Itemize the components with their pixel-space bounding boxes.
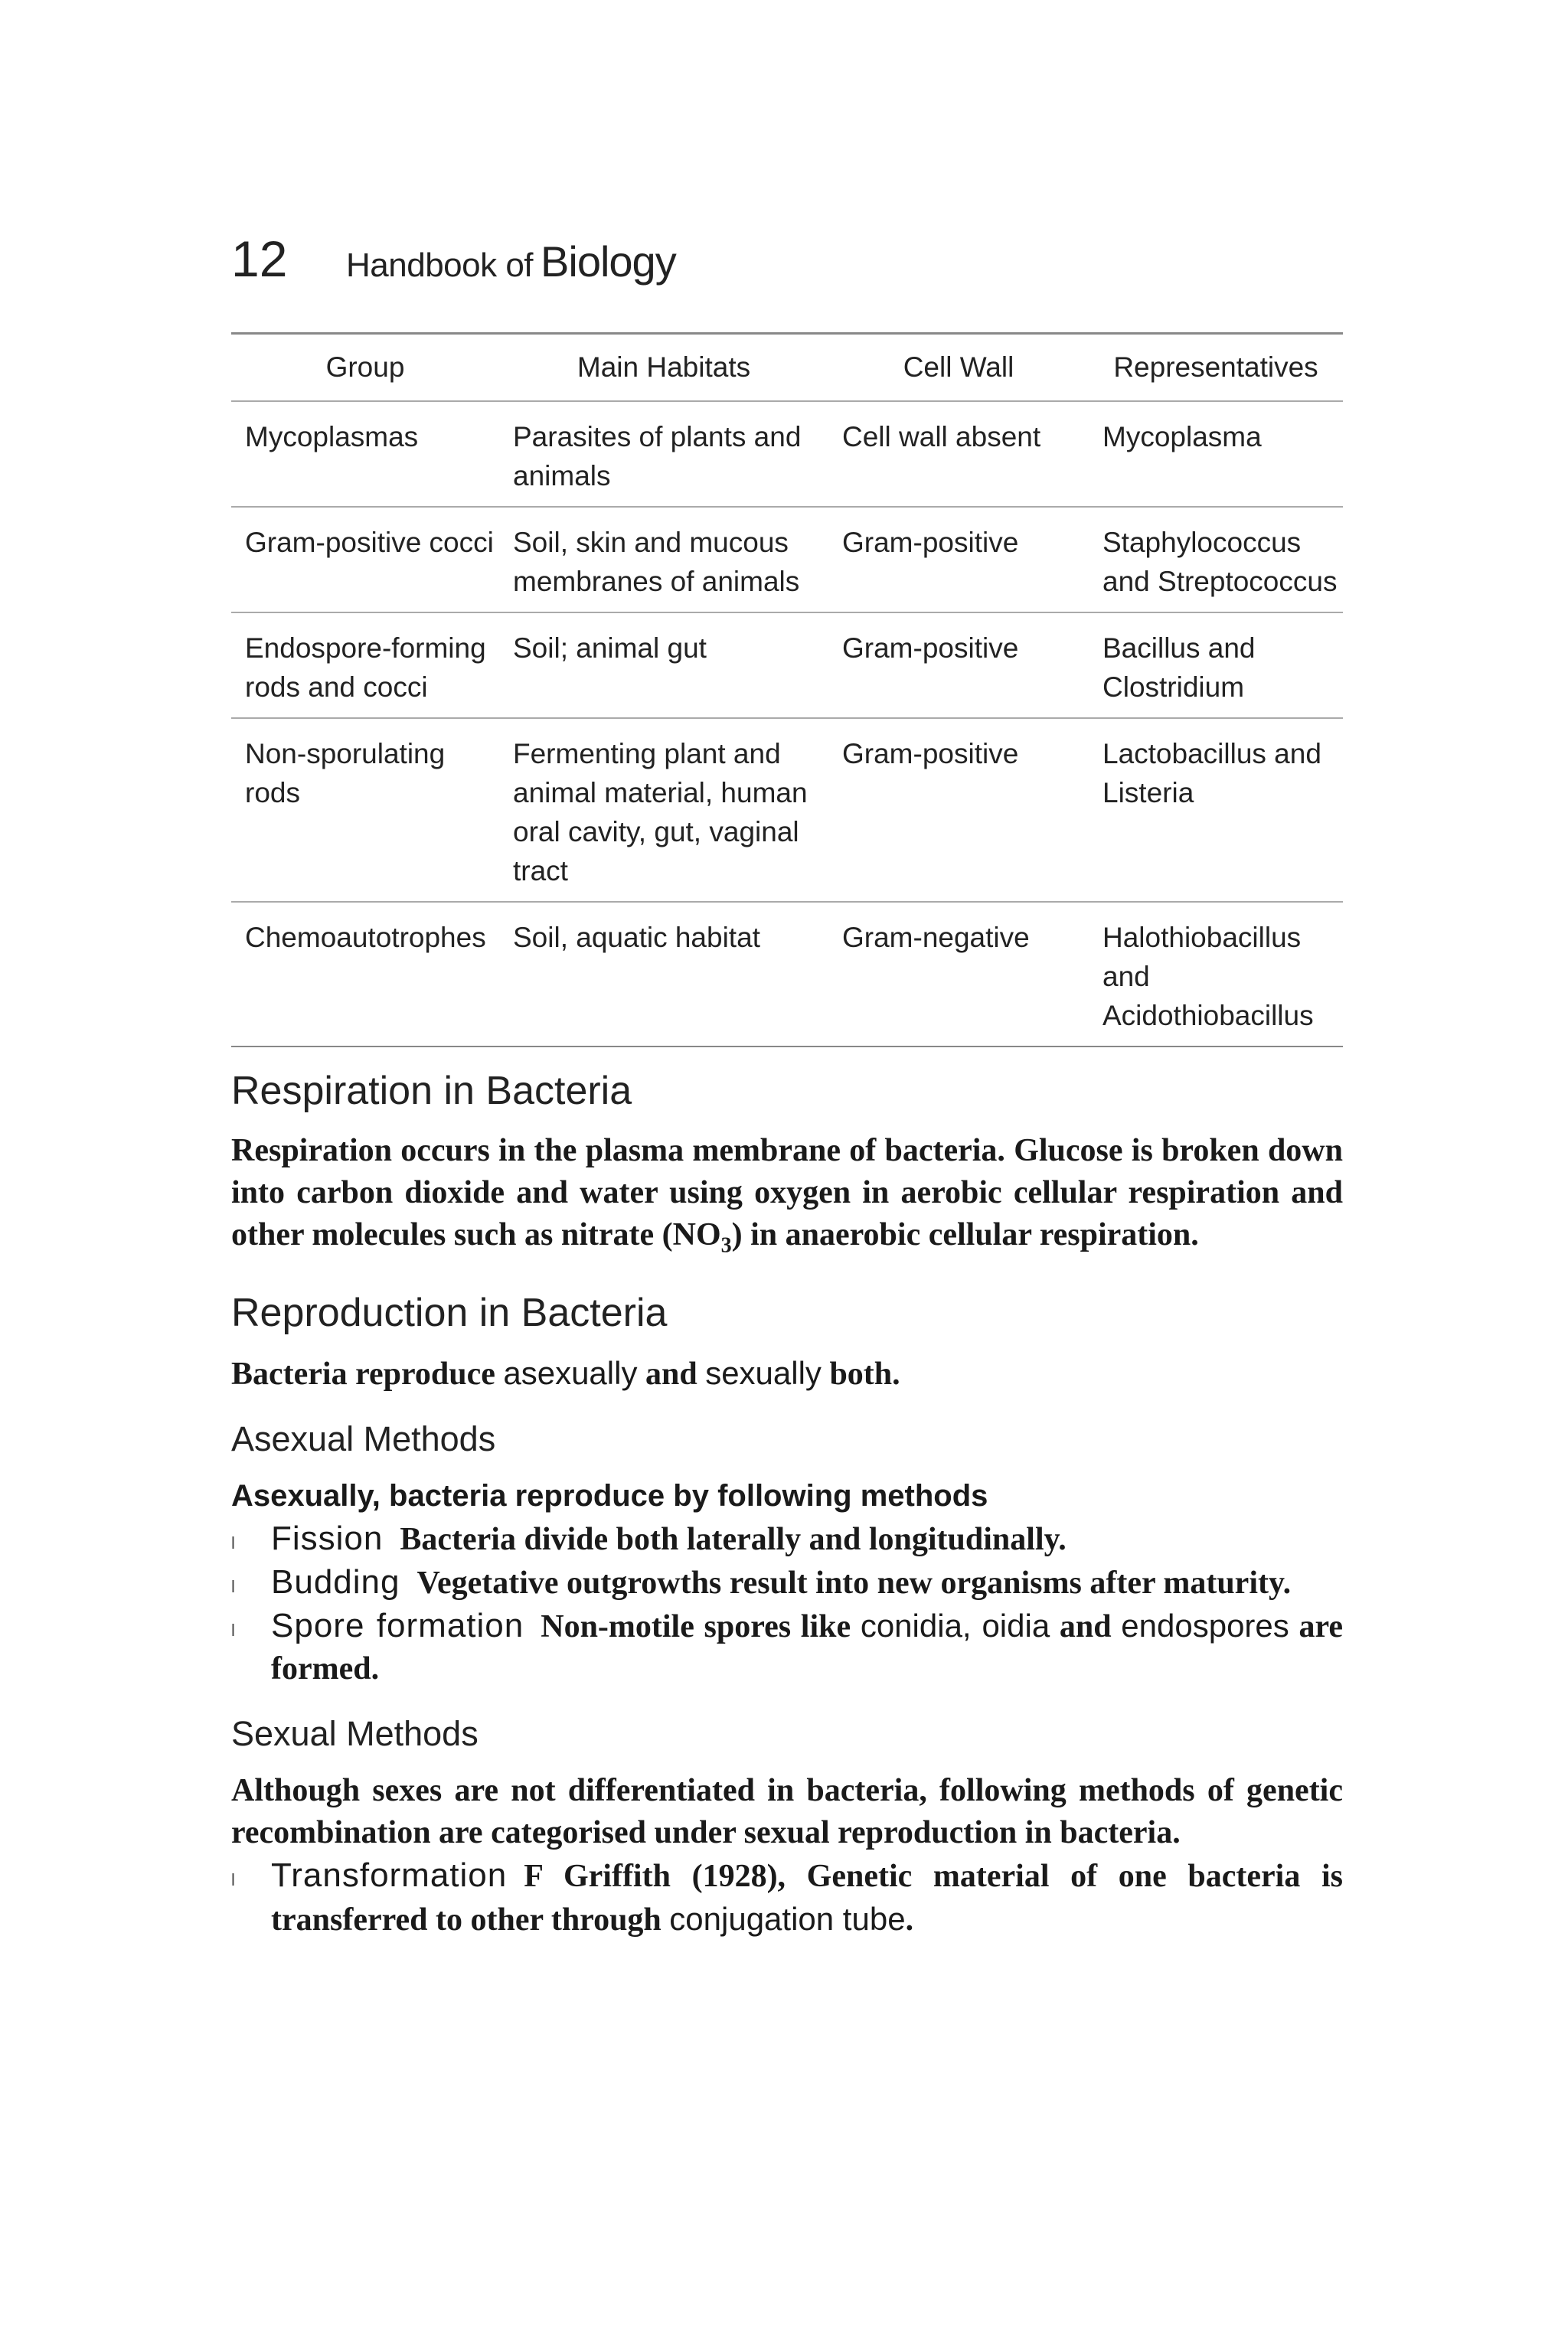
table-cell: Gram-positive <box>842 527 1019 558</box>
list-item <box>231 1561 1343 1605</box>
table-cell: Gram-positive <box>842 632 1019 664</box>
intro-text: Bacteria reproduce <box>231 1357 504 1393</box>
sexual-methods-list <box>231 1854 1343 1941</box>
method-text: . <box>905 1902 914 1938</box>
method-term: Spore formation <box>271 1607 524 1645</box>
method-text: conjugation tube <box>669 1901 906 1938</box>
nitrate-subscript: 3 <box>720 1233 732 1258</box>
table-cell: Gram-negative <box>842 922 1030 953</box>
intro-term: asexually <box>503 1355 638 1392</box>
method-text: and <box>1050 1609 1122 1645</box>
intro-term: sexually <box>705 1355 822 1392</box>
table-cell: Endospore-forming rods and cocci <box>245 632 486 703</box>
table-cell: Mycoplasma <box>1102 421 1262 452</box>
table-row <box>231 507 1343 612</box>
table-cell: Mycoplasmas <box>245 421 419 452</box>
table-row <box>231 612 1343 718</box>
sexual-heading: Sexual Methods <box>231 1714 479 1754</box>
table-cell: Gram-positive <box>842 738 1019 769</box>
table-cell: Soil, skin and mucous membranes of animals <box>513 527 800 597</box>
respiration-text-end: ) in anaerobic cellular respiration. <box>731 1217 1199 1252</box>
method-text: F Griffith (1928), Genetic material of one bacteria is transferred to other through <box>271 1859 1343 1938</box>
column-header: Group <box>325 351 405 383</box>
body-text <box>231 1064 1343 1941</box>
list-item <box>231 1854 1343 1941</box>
method-text: are formed. <box>271 1609 1343 1687</box>
table-header-row <box>231 334 1343 402</box>
table-row <box>231 401 1343 507</box>
page-number: 12 <box>231 230 288 287</box>
method-text: Non-motile spores like <box>541 1609 861 1645</box>
table-cell: Non-sporulating rods <box>245 738 446 808</box>
intro-text: and <box>637 1357 706 1393</box>
bullet-mark: l <box>231 1621 235 1641</box>
method-text: Vegetative outgrowths result into new organisms after maturity. <box>416 1566 1292 1602</box>
method-text: Bacteria divide both laterally and longitudinally. <box>400 1522 1067 1558</box>
running-header <box>231 230 676 306</box>
book-title-prefix: Handbook of <box>346 247 534 284</box>
asexual-lead: Asexually, bacteria reproduce by following methods <box>231 1479 988 1513</box>
bullet-mark: l <box>231 1533 235 1553</box>
sexual-paragraph: Although sexes are not differentiated in bacteria, following methods of genetic recombination are categorised under sexual reproduction in bacteria. <box>231 1773 1343 1851</box>
bacteria-groups-table <box>231 332 1343 1047</box>
asexual-heading: Asexual Methods <box>231 1419 496 1459</box>
column-header: Main Habitats <box>577 351 751 383</box>
column-header: Representatives <box>1113 351 1318 383</box>
reproduction-heading: Reproduction in Bacteria <box>231 1291 668 1336</box>
table-row <box>231 902 1343 1047</box>
asexual-methods-list <box>231 1517 1343 1690</box>
method-term: Fission <box>271 1520 384 1558</box>
table-cell: Lactobacillus and Listeria <box>1102 738 1321 808</box>
column-header: Cell Wall <box>903 351 1014 383</box>
table-cell: Parasites of plants and animals <box>513 421 802 491</box>
table-cell: Halothiobacillus and Acidothiobacillus <box>1102 922 1314 1031</box>
table-cell: Fermenting plant and animal material, human oral cavity, gut, vaginal tract <box>513 738 808 887</box>
table-cell: Soil, aquatic habitat <box>513 922 760 953</box>
method-text: endospores <box>1121 1608 1289 1644</box>
respiration-heading: Respiration in Bacteria <box>231 1069 632 1113</box>
method-text: conidia, oidia <box>860 1608 1050 1644</box>
table-cell: Cell wall absent <box>842 421 1041 452</box>
method-term: Transformation <box>271 1856 508 1895</box>
table-cell: Staphylococcus and Streptococcus <box>1102 527 1338 597</box>
list-item <box>231 1605 1343 1690</box>
table-cell: Chemoautotrophes <box>245 922 486 953</box>
table-cell: Soil; animal gut <box>513 632 707 664</box>
bullet-mark: l <box>231 1870 235 1890</box>
list-item <box>231 1517 1343 1561</box>
reproduction-intro <box>231 1352 1343 1396</box>
book-title: Biology <box>541 237 676 286</box>
bullet-mark: l <box>231 1577 235 1597</box>
intro-text: both. <box>821 1357 900 1393</box>
respiration-paragraph <box>231 1130 1343 1266</box>
respiration-text: Respiration occurs in the plasma membrane of bacteria. Glucose is broken down into carbon dioxide and water using oxygen in aerobic cellular respiration and other molecules such as nitrate (NO <box>231 1133 1343 1252</box>
table-cell: Gram-positive cocci <box>245 527 494 558</box>
method-term: Budding <box>271 1563 400 1602</box>
table-row <box>231 718 1343 902</box>
table-cell: Bacillus and Clostridium <box>1102 632 1256 703</box>
